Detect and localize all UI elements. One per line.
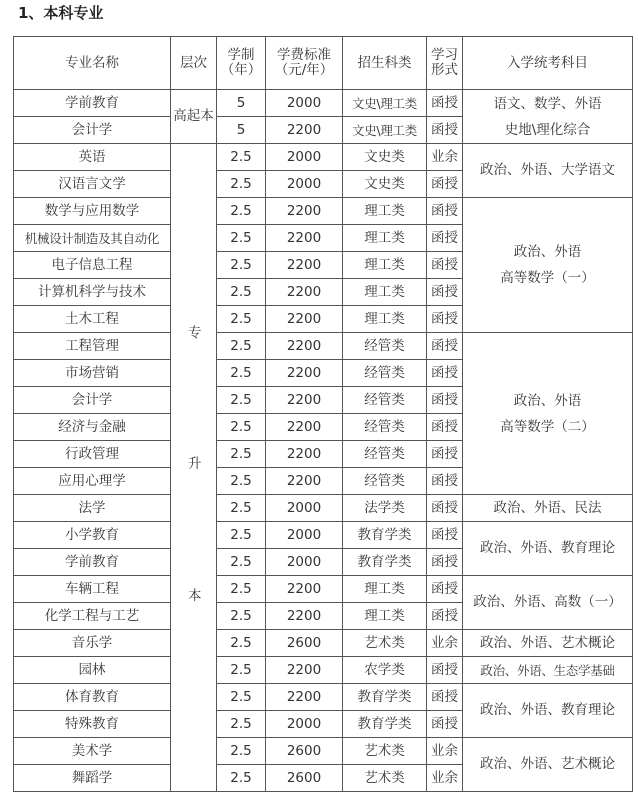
header-major: 专业名称 — [14, 37, 171, 90]
major-name: 特殊教育 — [14, 711, 171, 738]
fee: 2200 — [266, 360, 343, 387]
study-form: 函授 — [427, 414, 463, 441]
fee: 2000 — [266, 495, 343, 522]
header-category: 招生科类 — [343, 37, 427, 90]
category: 艺术类 — [343, 738, 427, 765]
category: 教育学类 — [343, 522, 427, 549]
category: 经管类 — [343, 333, 427, 360]
major-name: 园林 — [14, 657, 171, 684]
subjects-cell: 政治、外语 高等数学（一） — [463, 198, 633, 333]
duration: 2.5 — [217, 198, 266, 225]
major-name: 行政管理 — [14, 441, 171, 468]
header-row — [14, 37, 633, 90]
study-form: 函授 — [427, 90, 463, 117]
study-form: 函授 — [427, 333, 463, 360]
category: 经管类 — [343, 441, 427, 468]
major-name: 机械设计制造及其自动化 — [14, 225, 171, 252]
majors-table — [13, 36, 633, 792]
fee: 2200 — [266, 225, 343, 252]
category: 理工类 — [343, 603, 427, 630]
duration: 5 — [217, 90, 266, 117]
category: 理工类 — [343, 252, 427, 279]
fee: 2200 — [266, 468, 343, 495]
category: 理工类 — [343, 576, 427, 603]
study-form: 函授 — [427, 360, 463, 387]
major-name: 学前教育 — [14, 90, 171, 117]
duration: 2.5 — [217, 144, 266, 171]
category: 文史类 — [343, 171, 427, 198]
category: 教育学类 — [343, 684, 427, 711]
major-name: 小学教育 — [14, 522, 171, 549]
category: 经管类 — [343, 468, 427, 495]
study-form: 业余 — [427, 630, 463, 657]
major-name: 计算机科学与技术 — [14, 279, 171, 306]
fee: 2600 — [266, 765, 343, 792]
study-form: 业余 — [427, 765, 463, 792]
level-cell: 高起本 — [171, 90, 217, 144]
duration: 2.5 — [217, 441, 266, 468]
major-name: 会计学 — [14, 387, 171, 414]
subjects-cell: 政治、外语、民法 — [463, 495, 633, 522]
category: 文史\理工类 — [343, 117, 427, 144]
category: 文史类 — [343, 144, 427, 171]
duration: 2.5 — [217, 171, 266, 198]
study-form: 函授 — [427, 252, 463, 279]
header-level: 层次 — [171, 37, 217, 90]
table-row — [14, 684, 633, 711]
duration: 5 — [217, 117, 266, 144]
major-name: 美术学 — [14, 738, 171, 765]
header-duration: 学制 （年） — [217, 37, 266, 90]
fee: 2200 — [266, 684, 343, 711]
fee: 2000 — [266, 549, 343, 576]
study-form: 业余 — [427, 738, 463, 765]
fee: 2000 — [266, 144, 343, 171]
study-form: 函授 — [427, 603, 463, 630]
major-name: 英语 — [14, 144, 171, 171]
fee: 2200 — [266, 387, 343, 414]
duration: 2.5 — [217, 549, 266, 576]
table-row — [14, 144, 633, 171]
subjects-cell: 政治、外语、高数（一） — [463, 576, 633, 630]
duration: 2.5 — [217, 279, 266, 306]
major-name: 土木工程 — [14, 306, 171, 333]
duration: 2.5 — [217, 225, 266, 252]
table-row — [14, 657, 633, 684]
category: 理工类 — [343, 198, 427, 225]
duration: 2.5 — [217, 630, 266, 657]
fee: 2600 — [266, 738, 343, 765]
duration: 2.5 — [217, 468, 266, 495]
major-name: 音乐学 — [14, 630, 171, 657]
table-row — [14, 495, 633, 522]
study-form: 函授 — [427, 117, 463, 144]
subjects-cell: 语文、数学、外语 史地\理化综合 — [463, 90, 633, 144]
study-form: 函授 — [427, 198, 463, 225]
category: 经管类 — [343, 414, 427, 441]
table-row — [14, 738, 633, 765]
section-heading: 1、本科专业 — [18, 4, 104, 22]
study-form: 业余 — [427, 144, 463, 171]
major-name: 舞蹈学 — [14, 765, 171, 792]
major-name: 学前教育 — [14, 549, 171, 576]
category: 理工类 — [343, 306, 427, 333]
subjects-cell: 政治、外语、生态学基础 — [463, 657, 633, 684]
major-name: 工程管理 — [14, 333, 171, 360]
level-cell: 专 升 本 — [171, 144, 217, 792]
table-row — [14, 576, 633, 603]
fee: 2000 — [266, 171, 343, 198]
major-name: 化学工程与工艺 — [14, 603, 171, 630]
fee: 2000 — [266, 522, 343, 549]
category: 教育学类 — [343, 549, 427, 576]
major-name: 数学与应用数学 — [14, 198, 171, 225]
category: 法学类 — [343, 495, 427, 522]
fee: 2200 — [266, 603, 343, 630]
header-subjects: 入学统考科目 — [463, 37, 633, 90]
fee: 2200 — [266, 576, 343, 603]
duration: 2.5 — [217, 333, 266, 360]
table-row — [14, 333, 633, 360]
study-form: 函授 — [427, 171, 463, 198]
category: 教育学类 — [343, 711, 427, 738]
fee: 2200 — [266, 333, 343, 360]
major-name: 体育教育 — [14, 684, 171, 711]
category: 经管类 — [343, 360, 427, 387]
duration: 2.5 — [217, 657, 266, 684]
category: 艺术类 — [343, 765, 427, 792]
study-form: 函授 — [427, 684, 463, 711]
category: 经管类 — [343, 387, 427, 414]
fee: 2000 — [266, 90, 343, 117]
duration: 2.5 — [217, 306, 266, 333]
subjects-cell: 政治、外语、艺术概论 — [463, 630, 633, 657]
fee: 2600 — [266, 630, 343, 657]
major-name: 市场营销 — [14, 360, 171, 387]
major-name: 法学 — [14, 495, 171, 522]
category: 农学类 — [343, 657, 427, 684]
fee: 2000 — [266, 711, 343, 738]
study-form: 函授 — [427, 441, 463, 468]
study-form: 函授 — [427, 468, 463, 495]
category: 理工类 — [343, 279, 427, 306]
fee: 2200 — [266, 441, 343, 468]
duration: 2.5 — [217, 711, 266, 738]
fee: 2200 — [266, 252, 343, 279]
study-form: 函授 — [427, 522, 463, 549]
duration: 2.5 — [217, 684, 266, 711]
header-form: 学习 形式 — [427, 37, 463, 90]
study-form: 函授 — [427, 657, 463, 684]
duration: 2.5 — [217, 738, 266, 765]
study-form: 函授 — [427, 225, 463, 252]
subjects-cell: 政治、外语 高等数学（二） — [463, 333, 633, 495]
fee: 2200 — [266, 117, 343, 144]
duration: 2.5 — [217, 495, 266, 522]
duration: 2.5 — [217, 576, 266, 603]
study-form: 函授 — [427, 576, 463, 603]
duration: 2.5 — [217, 765, 266, 792]
study-form: 函授 — [427, 279, 463, 306]
subjects-cell: 政治、外语、艺术概论 — [463, 738, 633, 792]
category: 理工类 — [343, 225, 427, 252]
fee: 2200 — [266, 306, 343, 333]
major-name: 经济与金融 — [14, 414, 171, 441]
duration: 2.5 — [217, 387, 266, 414]
table-row — [14, 630, 633, 657]
fee: 2200 — [266, 279, 343, 306]
study-form: 函授 — [427, 711, 463, 738]
study-form: 函授 — [427, 495, 463, 522]
duration: 2.5 — [217, 360, 266, 387]
major-name: 应用心理学 — [14, 468, 171, 495]
table-row — [14, 522, 633, 549]
duration: 2.5 — [217, 603, 266, 630]
study-form: 函授 — [427, 387, 463, 414]
major-name: 汉语言文学 — [14, 171, 171, 198]
fee: 2200 — [266, 657, 343, 684]
major-name: 车辆工程 — [14, 576, 171, 603]
table-row — [14, 90, 633, 117]
subjects-cell: 政治、外语、教育理论 — [463, 684, 633, 738]
header-fee: 学费标准 （元/年） — [266, 37, 343, 90]
major-name: 会计学 — [14, 117, 171, 144]
duration: 2.5 — [217, 252, 266, 279]
fee: 2200 — [266, 414, 343, 441]
subjects-cell: 政治、外语、大学语文 — [463, 144, 633, 198]
major-name: 电子信息工程 — [14, 252, 171, 279]
subjects-cell: 政治、外语、教育理论 — [463, 522, 633, 576]
table-row — [14, 198, 633, 225]
study-form: 函授 — [427, 549, 463, 576]
fee: 2200 — [266, 198, 343, 225]
duration: 2.5 — [217, 522, 266, 549]
category: 文史\理工类 — [343, 90, 427, 117]
category: 艺术类 — [343, 630, 427, 657]
duration: 2.5 — [217, 414, 266, 441]
study-form: 函授 — [427, 306, 463, 333]
